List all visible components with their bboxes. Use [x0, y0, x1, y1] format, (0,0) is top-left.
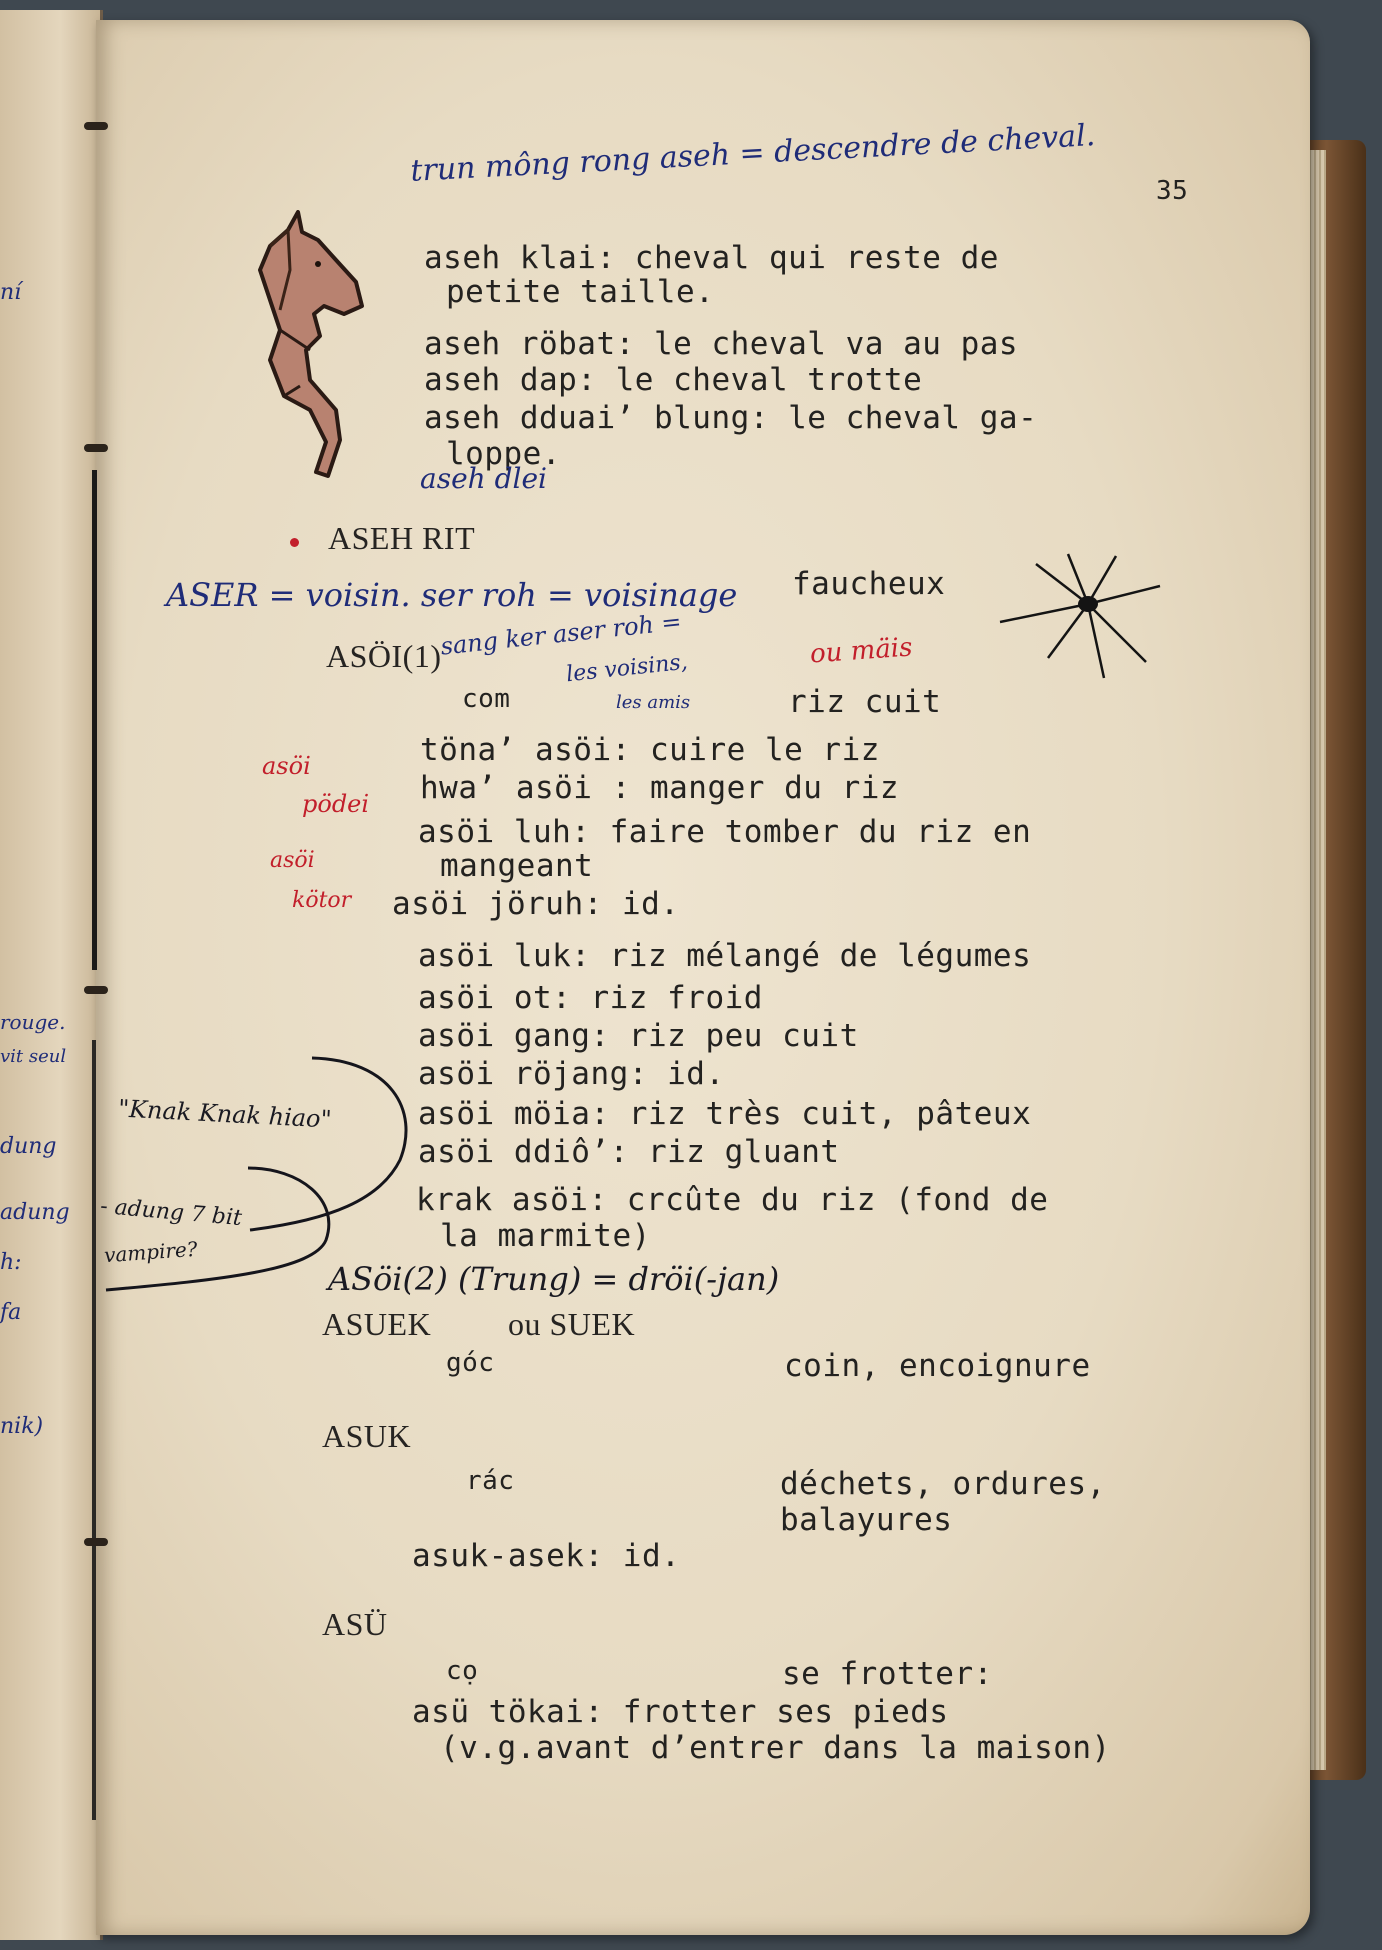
vietnamese-gloss: com: [462, 684, 511, 714]
entry-line: asöi gang: riz peu cuit: [418, 1018, 859, 1054]
handwritten-note: sang ker aser roh =: [439, 607, 683, 661]
handwritten-note-red: asöi: [270, 848, 315, 873]
entry-line: loppe.: [446, 436, 561, 472]
entry-line: asöi möia: riz très cuit, pâteux: [418, 1096, 1032, 1132]
handwritten-note: - adung 7 bit: [99, 1193, 243, 1232]
handwritten-note-red: ou mäis: [809, 632, 914, 670]
definition: déchets, ordures,: [780, 1466, 1106, 1502]
handwritten-note: aseh dlei: [420, 462, 547, 495]
left-margin-note: vit seul: [0, 1046, 67, 1067]
handwritten-note: vampire?: [103, 1236, 199, 1268]
entry-line: asöi ot: riz froid: [418, 980, 763, 1016]
definition: riz cuit: [788, 684, 942, 720]
headword: ASÖI(1): [326, 638, 442, 674]
handwritten-note: les amis: [616, 692, 691, 713]
binding-hole: [84, 122, 108, 130]
handwritten-note-aser: ASER = voisin. ser roh = voisinage: [166, 576, 738, 614]
entry-line: asuk-asek: id.: [412, 1538, 681, 1574]
definition: faucheux: [792, 566, 946, 602]
entry-line: aseh dduai’ blung: le cheval ga-: [424, 400, 1038, 436]
binding-hole: [84, 444, 108, 452]
entry-line: asöi röjang: id.: [418, 1056, 725, 1092]
handwritten-note-red: kötor: [292, 888, 352, 913]
headword-variant: ou SUEK: [508, 1306, 636, 1342]
entry-line: asöi luh: faire tomber du riz en: [418, 814, 1032, 850]
page-number: 35: [1156, 176, 1189, 206]
red-dot: [290, 538, 299, 547]
headword: ASUEK: [322, 1306, 432, 1342]
left-margin-note: rouge.: [0, 1010, 66, 1034]
entry-line: asöi jöruh: id.: [392, 886, 680, 922]
handwritten-note-red: pödei: [302, 790, 370, 818]
gutter-stitch: [92, 470, 97, 970]
handwritten-note-asoi2: ASöi(2) (Trung) = dröi(-jan): [328, 1260, 780, 1298]
left-page: [0, 10, 103, 1940]
left-margin-note-red: nik): [0, 1414, 44, 1439]
definition: se frotter:: [782, 1656, 993, 1692]
definition: coin, encoignure: [784, 1348, 1091, 1384]
definition: balayures: [780, 1502, 953, 1538]
vietnamese-gloss: góc: [446, 1348, 495, 1378]
entry-line: krak asöi: crcûte du riz (fond de: [416, 1182, 1049, 1218]
spider-drawing: [996, 550, 1172, 690]
entry-line: hwa’ asöi : manger du riz: [420, 770, 900, 806]
binding-hole: [84, 1538, 108, 1546]
headword: ASEH RIT: [328, 520, 476, 556]
gutter-stitch: [92, 1040, 96, 1820]
left-margin-note: ní: [0, 280, 22, 305]
entry-line: (v.g.avant d’entrer dans la maison): [440, 1730, 1111, 1766]
entry-line: asöi ddiô’: riz gluant: [418, 1134, 840, 1170]
entry-line: asöi luk: riz mélangé de légumes: [418, 938, 1032, 974]
entry-line: la marmite): [440, 1218, 651, 1254]
entry-line: aseh röbat: le cheval va au pas: [424, 326, 1019, 362]
top-handwritten-note: trun mông rong aseh = descendre de cheval.: [409, 118, 1097, 189]
handwritten-note-red: asöi: [262, 752, 311, 780]
entry-line: töna’ asöi: cuire le riz: [420, 732, 880, 768]
entry-line: petite taille.: [446, 274, 715, 310]
vietnamese-gloss: rác: [466, 1466, 515, 1496]
left-margin-note-red: adung: [0, 1200, 70, 1225]
headword: ASUK: [322, 1418, 412, 1454]
entry-line: aseh dap: le cheval trotte: [424, 362, 923, 398]
binding-hole: [84, 986, 108, 994]
left-margin-note-red: fa: [0, 1300, 22, 1325]
handwritten-note: "Knak Knak hiao": [117, 1094, 333, 1134]
handwritten-note: les voisins,: [565, 649, 689, 688]
entry-line: mangeant: [440, 848, 594, 884]
left-margin-note-red: dung: [0, 1134, 57, 1159]
entry-line: asü tökai: frotter ses pieds: [412, 1694, 949, 1730]
vietnamese-gloss: cọ: [446, 1656, 479, 1686]
headword: ASÜ: [322, 1606, 388, 1642]
left-margin-note-red: h:: [0, 1250, 22, 1275]
entry-line: aseh klai: cheval qui reste de: [424, 240, 999, 276]
horse-drawing: [240, 210, 380, 490]
